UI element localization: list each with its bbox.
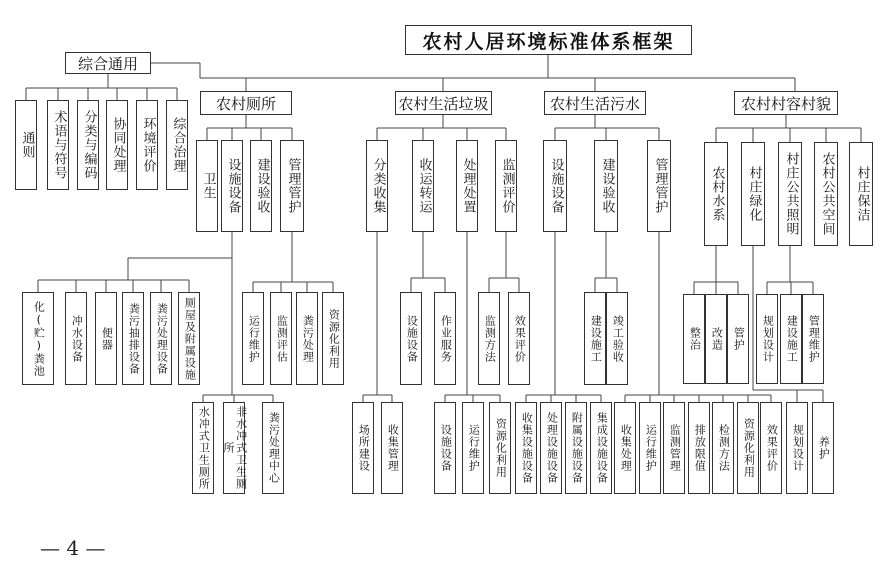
sewage-build-item: 竣工验收 bbox=[606, 292, 628, 385]
village-item: 村庄保洁 bbox=[849, 142, 873, 246]
sewage-build-item: 建设施工 bbox=[584, 292, 606, 385]
category-garbage: 农村生活垃圾 bbox=[395, 91, 492, 115]
toilet-facility-item: 粪污处理设备 bbox=[150, 292, 172, 385]
toilet-facility-item: 化(贮)粪池 bbox=[22, 292, 54, 385]
sewage-facility-item: 附属设施设备 bbox=[565, 402, 587, 494]
garbage-item: 监测评价 bbox=[495, 140, 517, 232]
toilet-facility-item: 粪污抽排设备 bbox=[122, 292, 144, 385]
toilet-manage-item: 运行维护 bbox=[242, 292, 264, 385]
sewage-item: 设施设备 bbox=[543, 140, 567, 232]
village-lighting-item: 管理维护 bbox=[802, 294, 824, 384]
village-item: 村庄绿化 bbox=[741, 142, 765, 246]
village-lighting-item: 建设施工 bbox=[780, 294, 802, 384]
village-green-item: 养护 bbox=[812, 402, 834, 494]
sewage-manage-item: 检测方法 bbox=[712, 402, 734, 494]
village-water-item: 管护 bbox=[727, 294, 749, 384]
garbage-transport-item: 作业服务 bbox=[434, 292, 456, 385]
toilet-item: 建设验收 bbox=[250, 140, 272, 232]
sewage-manage-item: 收集处理 bbox=[614, 402, 636, 494]
village-water-item: 改造 bbox=[705, 294, 727, 384]
toilet-manage-item: 粪污处理 bbox=[296, 292, 318, 385]
toilet-manage-item: 资源化利用 bbox=[322, 292, 344, 385]
sewage-manage-item: 资源化利用 bbox=[737, 402, 759, 494]
toilet-item: 卫生 bbox=[196, 140, 218, 232]
garbage-classify-item: 场所建设 bbox=[352, 402, 374, 494]
toilet-facility-item: 冲水设备 bbox=[65, 292, 87, 385]
sewage-manage-item: 运行维护 bbox=[639, 402, 661, 494]
toilet-build-item: 非水冲式卫生厕所 bbox=[223, 402, 245, 494]
village-green-item: 规划设计 bbox=[786, 402, 808, 494]
sewage-manage-item: 效果评价 bbox=[760, 402, 782, 494]
sewage-item: 建设验收 bbox=[594, 140, 618, 232]
sewage-facility-item: 收集设施设备 bbox=[515, 402, 537, 494]
toilet-manage-item: 监测评估 bbox=[270, 292, 292, 385]
village-water-item: 整治 bbox=[683, 294, 705, 384]
sewage-facility-item: 处理设施设备 bbox=[540, 402, 562, 494]
garbage-item: 收运转运 bbox=[412, 140, 434, 232]
garbage-monitor-item: 监测方法 bbox=[478, 292, 500, 385]
village-lighting-item: 规划设计 bbox=[756, 294, 778, 384]
garbage-treat-item: 资源化利用 bbox=[489, 402, 511, 494]
garbage-transport-item: 设施设备 bbox=[400, 292, 422, 385]
category-sewage: 农村生活污水 bbox=[544, 91, 646, 115]
general-item: 术语与符号 bbox=[47, 100, 69, 190]
garbage-monitor-item: 效果评价 bbox=[508, 292, 530, 385]
sewage-facility-item: 集成设施设备 bbox=[590, 402, 612, 494]
sewage-manage-item: 监测管理 bbox=[663, 402, 685, 494]
general-item: 协同处理 bbox=[106, 100, 128, 190]
category-general: 综合通用 bbox=[65, 52, 151, 74]
garbage-treat-item: 运行维护 bbox=[462, 402, 484, 494]
diagram-title: 农村人居环境标准体系框架 bbox=[405, 25, 692, 55]
toilet-facility-item: 便器 bbox=[95, 292, 117, 385]
toilet-build-item: 粪污处理中心 bbox=[262, 402, 284, 494]
toilet-build-item: 水冲式卫生厕所 bbox=[192, 402, 214, 494]
general-item: 环境评价 bbox=[136, 100, 158, 190]
garbage-item: 处理处置 bbox=[456, 140, 478, 232]
village-item: 村庄公共照明 bbox=[778, 142, 802, 246]
toilet-item: 管理管护 bbox=[280, 140, 304, 232]
garbage-treat-item: 设施设备 bbox=[434, 402, 456, 494]
category-toilet: 农村厕所 bbox=[200, 91, 292, 115]
village-item: 农村水系 bbox=[704, 142, 728, 246]
village-item: 农村公共空间 bbox=[814, 142, 838, 246]
general-item: 综合治理 bbox=[166, 100, 188, 190]
garbage-classify-item: 收集管理 bbox=[381, 402, 403, 494]
category-village: 农村村容村貌 bbox=[734, 91, 838, 115]
sewage-item: 管理管护 bbox=[647, 140, 671, 232]
page-number: — 4 — bbox=[40, 536, 106, 560]
general-item: 分类与编码 bbox=[77, 100, 99, 190]
garbage-item: 分类收集 bbox=[366, 140, 388, 232]
toilet-item: 设施设备 bbox=[221, 140, 243, 232]
toilet-facility-item: 厕屋及附属设施 bbox=[178, 292, 200, 385]
general-item: 通则 bbox=[15, 100, 37, 190]
sewage-manage-item: 排放限值 bbox=[688, 402, 710, 494]
